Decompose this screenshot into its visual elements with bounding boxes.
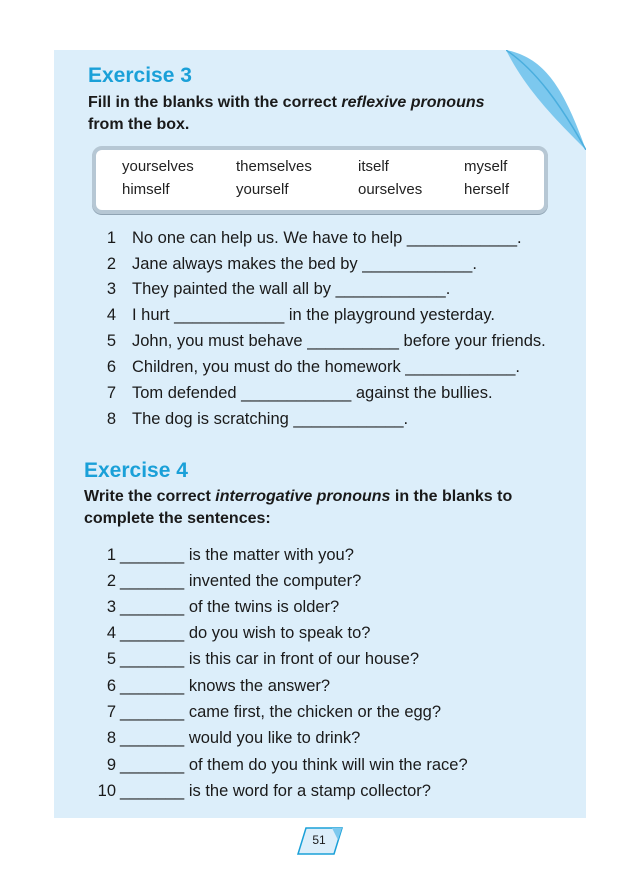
item-text: No one can help us. We have to help ____________. <box>132 229 522 247</box>
item-number: 2 <box>106 572 116 590</box>
item-number: 6 <box>106 677 116 695</box>
page-number: 51 <box>312 833 326 847</box>
word-box-item: herself <box>464 181 510 198</box>
item-text: _______ is the word for a stamp collector? <box>120 782 431 800</box>
item-text: _______ would you like to drink? <box>120 729 361 747</box>
item-text: John, you must behave __________ before your friends. <box>132 332 546 350</box>
item-number: 8 <box>106 729 116 747</box>
item-text: Tom defended ____________ against the bullies. <box>132 384 493 402</box>
item-text: _______ of the twins is older? <box>120 598 340 616</box>
instruction-text: in the blanks to <box>390 488 513 505</box>
word-box-item: ourselves <box>358 181 423 198</box>
item-text: _______ is this car in front of our house? <box>120 650 420 668</box>
word-box-item: yourselves <box>122 158 194 175</box>
item-number: 7 <box>106 384 116 402</box>
item-text: _______ came first, the chicken or the egg? <box>120 703 442 721</box>
item-text: They painted the wall all by ____________. <box>132 280 451 298</box>
item-number: 1 <box>106 229 116 247</box>
item-number: 3 <box>106 280 116 298</box>
item-text: _______ of them do you think will win the race? <box>120 756 468 774</box>
instruction-italic: interrogative pronouns <box>215 488 391 505</box>
word-box <box>92 146 548 214</box>
item-number: 7 <box>106 703 116 721</box>
item-number: 10 <box>97 782 116 800</box>
word-box-item: themselves <box>236 158 312 175</box>
instruction-italic: reflexive pronouns <box>341 94 485 111</box>
item-number: 5 <box>106 650 116 668</box>
item-number: 2 <box>106 255 116 273</box>
instruction-text: complete the sentences: <box>84 510 271 527</box>
instruction-text: Write the correct <box>84 488 216 505</box>
exercise-3-instruction <box>88 92 528 136</box>
word-box-item: itself <box>358 158 389 175</box>
item-number: 5 <box>106 332 116 350</box>
item-number: 6 <box>106 358 116 376</box>
word-box-item: himself <box>122 181 170 198</box>
exercise-4-instruction <box>84 486 554 530</box>
word-box-item: myself <box>464 158 508 175</box>
instruction-text: from the box. <box>88 116 190 133</box>
word-box-item: yourself <box>236 181 289 198</box>
item-number: 4 <box>106 306 116 324</box>
exercise-4-title: Exercise 4 <box>84 459 188 482</box>
item-number: 1 <box>106 546 116 564</box>
item-number: 8 <box>106 410 116 428</box>
item-text: _______ do you wish to speak to? <box>120 624 371 642</box>
item-number: 3 <box>106 598 116 616</box>
instruction-text: Fill in the blanks with the correct <box>88 94 342 111</box>
item-text: _______ is the matter with you? <box>120 546 354 564</box>
item-number: 4 <box>106 624 116 642</box>
item-text: _______ invented the computer? <box>120 572 362 590</box>
item-text: I hurt ____________ in the playground yesterday. <box>132 306 495 324</box>
item-text: _______ knows the answer? <box>120 677 331 695</box>
exercise-3-title: Exercise 3 <box>88 64 192 87</box>
item-text: Jane always makes the bed by ____________. <box>132 255 477 273</box>
item-text: The dog is scratching ____________. <box>132 410 409 428</box>
item-text: Children, you must do the homework ____________. <box>132 358 520 376</box>
item-number: 9 <box>106 756 116 774</box>
